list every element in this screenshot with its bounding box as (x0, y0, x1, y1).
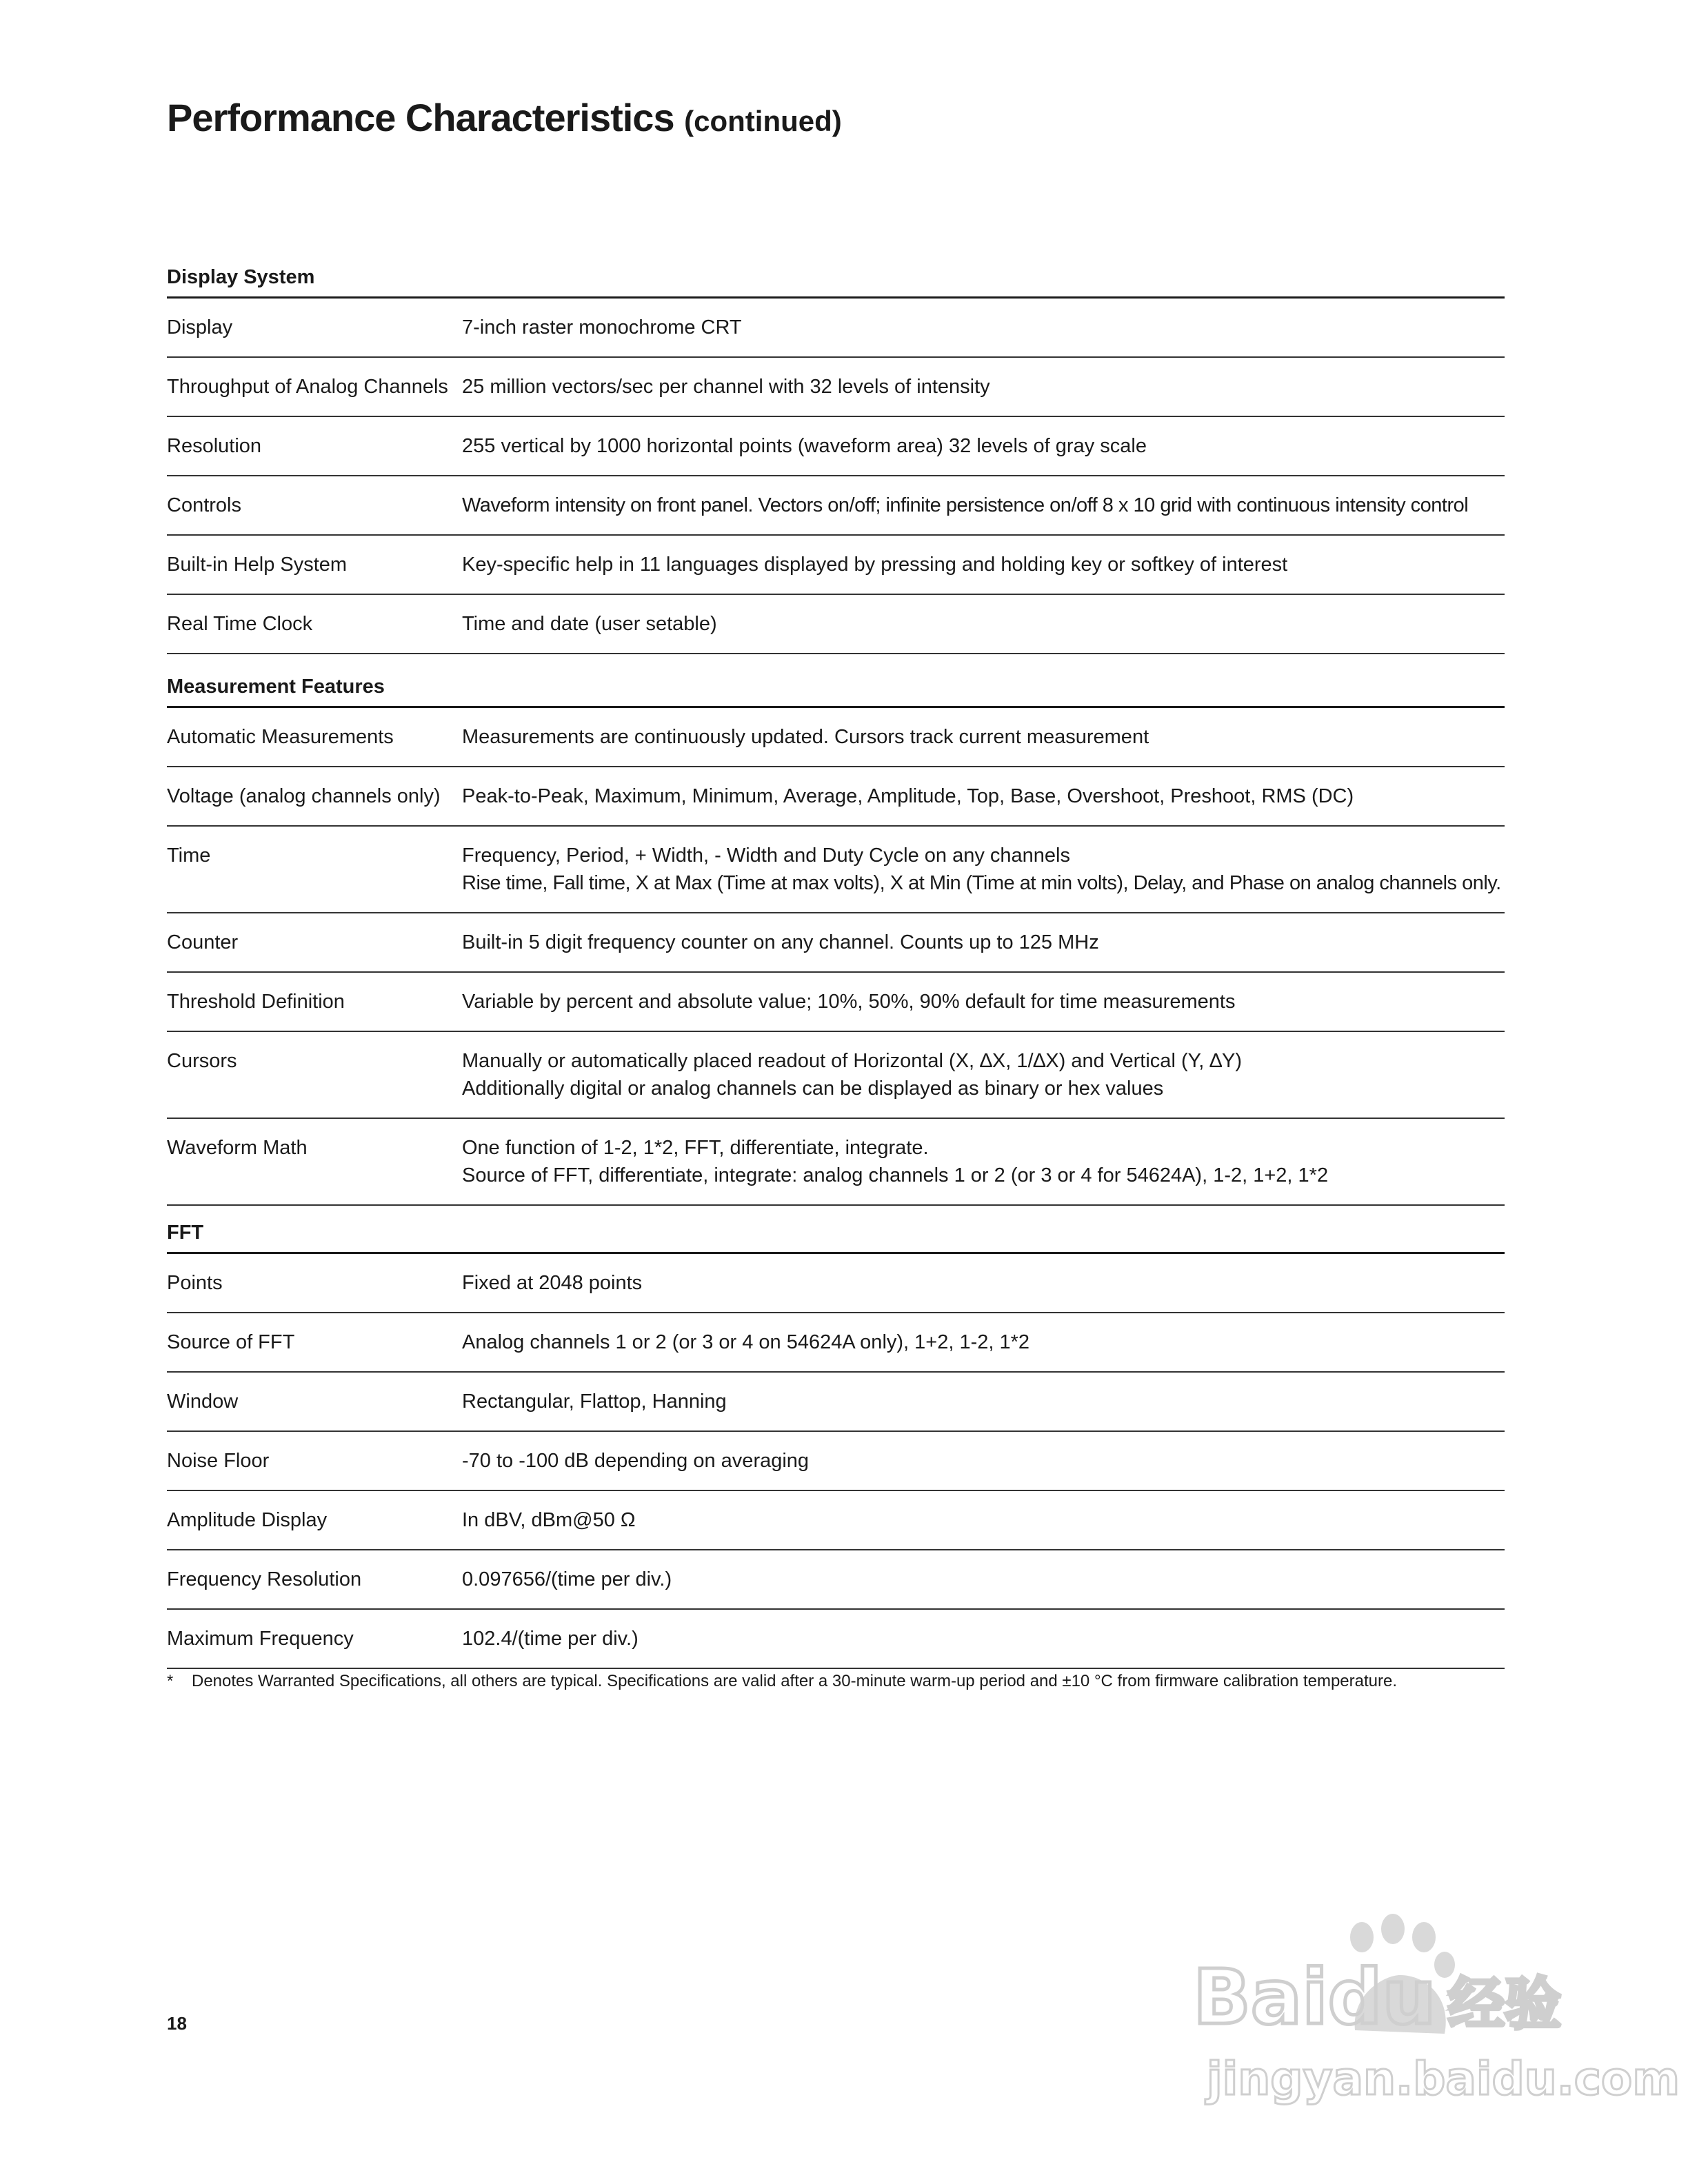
spec-label: Automatic Measurements (167, 726, 394, 748)
spec-label: Frequency Resolution (167, 1568, 362, 1590)
spec-row (167, 417, 1505, 476)
spec-label: Time (167, 845, 211, 867)
spec-row (167, 1550, 1505, 1610)
spec-value: Fixed at 2048 points (462, 1272, 643, 1294)
spec-label: Waveform Math (167, 1137, 308, 1159)
spec-row (167, 1432, 1505, 1491)
spec-row (167, 595, 1505, 654)
spec-row (167, 1491, 1505, 1550)
spec-row (167, 827, 1505, 913)
spec-row (167, 1610, 1505, 1669)
spec-value: Built-in 5 digit frequency counter on any channel. Counts up to 125 MHz (462, 931, 1099, 953)
baidu-watermark-logo (1186, 1910, 1680, 2116)
spec-label: Counter (167, 931, 239, 953)
spec-label: Controls (167, 494, 241, 516)
spec-value: Analog channels 1 or 2 (or 3 or 4 on 54624A only), 1+2, 1-2, 1*2 (462, 1331, 1030, 1353)
section-heading: FFT (167, 1222, 204, 1244)
spec-value: Measurements are continuously updated. Cursors track current measurement (462, 726, 1149, 748)
spec-label: Window (167, 1391, 239, 1413)
spec-row (167, 1032, 1505, 1119)
footnote-mark: * (167, 1672, 174, 1690)
spec-label: Noise Floor (167, 1450, 270, 1472)
spec-label: Points (167, 1272, 223, 1294)
spec-value: 0.097656/(time per div.) (462, 1568, 672, 1590)
watermark-brand: Baidu (1193, 1953, 1436, 2041)
spec-label: Real Time Clock (167, 613, 313, 635)
spec-label: Threshold Definition (167, 991, 345, 1013)
watermark-brand-suffix: 经验 (1448, 1972, 1562, 2037)
section-display-system (167, 263, 1505, 654)
page-number: 18 (167, 2013, 187, 2034)
watermark-url: jingyan.baidu.com (1207, 2052, 1680, 2105)
spec-row (167, 913, 1505, 973)
section-heading: Display System (167, 266, 315, 288)
spec-row (167, 1119, 1505, 1206)
spec-value: Variable by percent and absolute value; 10%, 50%, 90% default for time measurements (462, 991, 1236, 1013)
spec-row (167, 767, 1505, 827)
spec-value: Peak-to-Peak, Maximum, Minimum, Average, Amplitude, Top, Base, Overshoot, Preshoot, RMS (DC) (462, 785, 1354, 807)
spec-table (167, 706, 1505, 1206)
footnote (167, 1670, 1397, 1693)
footnote-text: Denotes Warranted Specifications, all others are typical. Specifications are valid after a 30-minute warm-up period and ±10 °C from firmware calibration temperature. (192, 1672, 1398, 1690)
title-main: Performance Characteristics (167, 96, 674, 139)
spec-value: Waveform intensity on front panel. Vectors on/off; infinite persistence on/off 8 x 10 grid with continuous intensity control (462, 494, 1469, 516)
spec-row (167, 536, 1505, 595)
spec-row (167, 708, 1505, 767)
spec-label: Maximum Frequency (167, 1628, 354, 1650)
spec-label: Amplitude Display (167, 1509, 328, 1531)
spec-value: 25 million vectors/sec per channel with 32 levels of intensity (462, 376, 990, 398)
spec-value: 255 vertical by 1000 horizontal points (waveform area) 32 levels of gray scale (462, 435, 1147, 457)
spec-row (167, 973, 1505, 1032)
spec-value: 102.4/(time per div.) (462, 1628, 639, 1650)
spec-value: Rectangular, Flattop, Hanning (462, 1391, 727, 1413)
spec-value: 7-inch raster monochrome CRT (462, 316, 742, 338)
spec-row (167, 358, 1505, 417)
section-fft (167, 1219, 1505, 1669)
spec-value: Frequency, Period, + Width, - Width and Duty Cycle on any channels Rise time, Fall time, X at Max (Time at max volts), X at Min (Time at min volts), Delay, and Phase on analog channels only. (462, 845, 1501, 894)
section-heading: Measurement Features (167, 676, 385, 698)
spec-value: In dBV, dBm@50 Ω (462, 1509, 636, 1531)
spec-row (167, 299, 1505, 358)
spec-label: Display (167, 316, 233, 338)
spec-table (167, 296, 1505, 654)
spec-value: -70 to -100 dB depending on averaging (462, 1450, 810, 1472)
spec-row (167, 476, 1505, 536)
title-suffix: (continued) (684, 105, 842, 137)
spec-label: Throughput of Analog Channels (167, 376, 448, 398)
spec-label: Cursors (167, 1050, 237, 1072)
spec-label: Resolution (167, 435, 262, 457)
spec-value: Manually or automatically placed readout of Horizontal (X, ∆X, 1/∆X) and Vertical (Y, ∆Y) Additionally digital or analog channels can be displayed as binary or hex values (462, 1050, 1243, 1100)
spec-value: One function of 1-2, 1*2, FFT, differentiate, integrate. Source of FFT, differentiate, integrate: analog channels 1 or 2 (or 3 or 4 for 54624A), 1-2, 1+2, 1*2 (462, 1137, 1329, 1186)
spec-row (167, 1313, 1505, 1373)
page-title (167, 95, 842, 140)
spec-label: Source of FFT (167, 1331, 295, 1353)
spec-table (167, 1252, 1505, 1669)
spec-label: Built-in Help System (167, 554, 348, 576)
spec-value: Time and date (user setable) (462, 613, 717, 635)
section-measurement-features (167, 673, 1505, 1206)
spec-row (167, 1373, 1505, 1432)
spec-value: Key-specific help in 11 languages displayed by pressing and holding key or softkey of interest (462, 554, 1288, 576)
spec-row (167, 1254, 1505, 1313)
spec-label: Voltage (analog channels only) (167, 785, 441, 807)
